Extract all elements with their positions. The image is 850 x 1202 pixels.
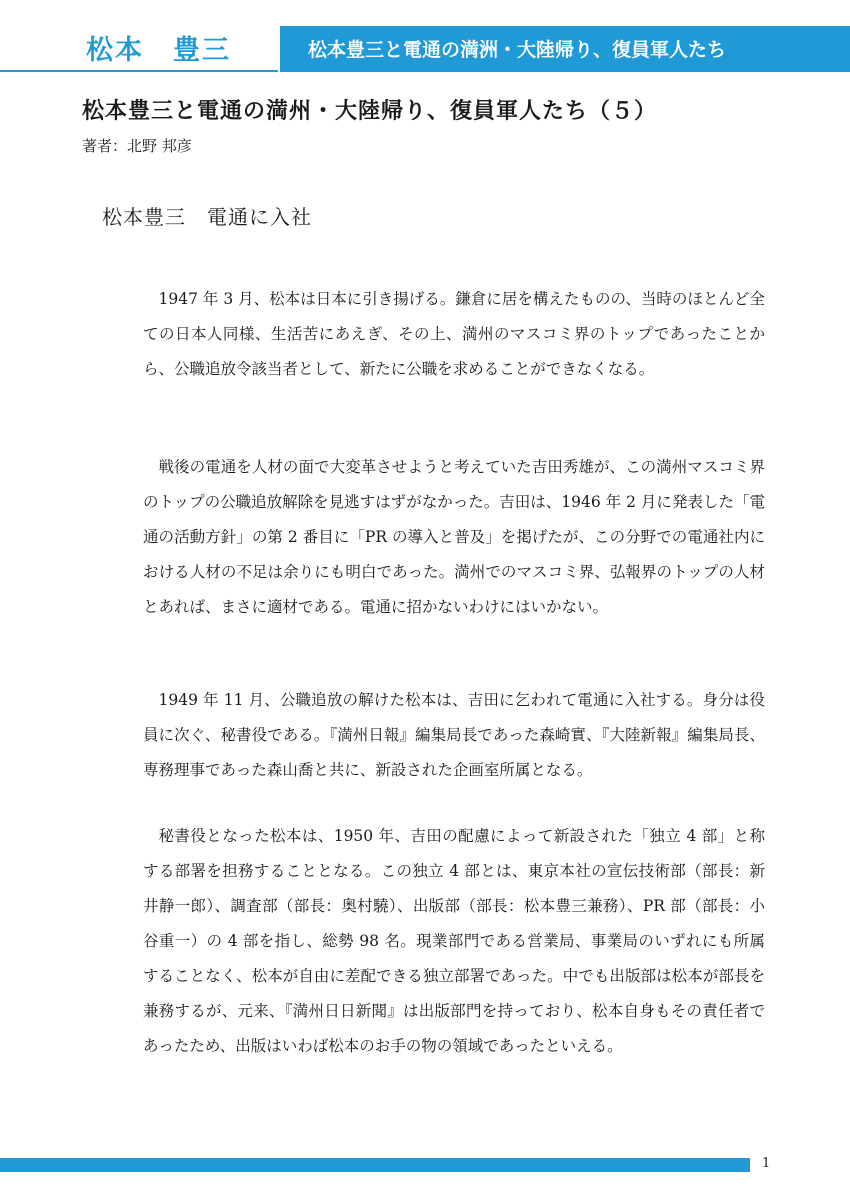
article-author: 著者：北野 邦彦	[82, 137, 192, 155]
body-paragraph: 戦後の電通を人材の面で大変革させようと考えていた吉田秀雄が、この満州マスコミ界のトップの公職追放解除を見逃すはずがなかった。吉田は、1946 年 2 月に発表した「電通の活動方針」の第 2 番目に「PR の導入と普及」を掲げたが、この分野での電通社内における人材の不足は余りにも明白であった。満州でのマスコミ界、弘報界のトップの人材とあれば、まさに適材である。電通に招かないわけにはいかない。	[143, 458, 765, 616]
article-title: 松本豊三と電通の満州・大陸帰り、復員軍人たち（５）	[82, 98, 658, 124]
body-paragraph: 1949 年 11 月、公職追放の解けた松本は、吉田に乞われて電通に入社する。身分は役員に次ぐ、秘書役である。『満州日報』編集局長であった森崎實、『大陸新報』編集局長、専務理事であった森山喬と共に、新設された企画室所属となる。	[143, 691, 765, 779]
header-title-box	[280, 26, 850, 72]
header-series-title: 松本豊三と電通の満洲・大陸帰り、復員軍人たち	[308, 39, 727, 61]
body-paragraph: 秘書役となった松本は、1950 年、吉田の配慮によって新設された「独立 4 部」と称する部署を担務することとなる。この独立 4 部とは、東京本社の宣伝技術部（部長：新井静一郎）、調査部（部長：奥村驍）、出版部（部長：松本豊三兼務）、PR 部（部長：小谷重一）の 4 部を指し、総勢 98 名。現業部門である営業局、事業局のいずれにも所属することなく、松本が自由に差配できる独立部署であった。中でも出版部は松本が部長を兼務するが、元来、『満州日日新聞』は出版部門を持っており、松本自身もその責任者であったため、出版はいわば松本のお手の物の領域であったといえる。	[143, 827, 765, 1055]
body-paragraph: 1947 年 3 月、松本は日本に引き揚げる。鎌倉に居を構えたものの、当時のほとんど全ての日本人同様、生活苦にあえぎ、その上、満州のマスコミ界のトップであったことから、公職追放令該当者として、新たに公職を求めることができなくなる。	[143, 290, 765, 378]
section-heading: 松本豊三 電通に入社	[102, 205, 312, 229]
footer-bar	[0, 1158, 750, 1172]
header-person-name: 松本 豊三	[86, 35, 231, 66]
page-header	[0, 26, 850, 72]
page-number: 1	[762, 1156, 771, 1171]
header-name-box	[0, 26, 278, 72]
